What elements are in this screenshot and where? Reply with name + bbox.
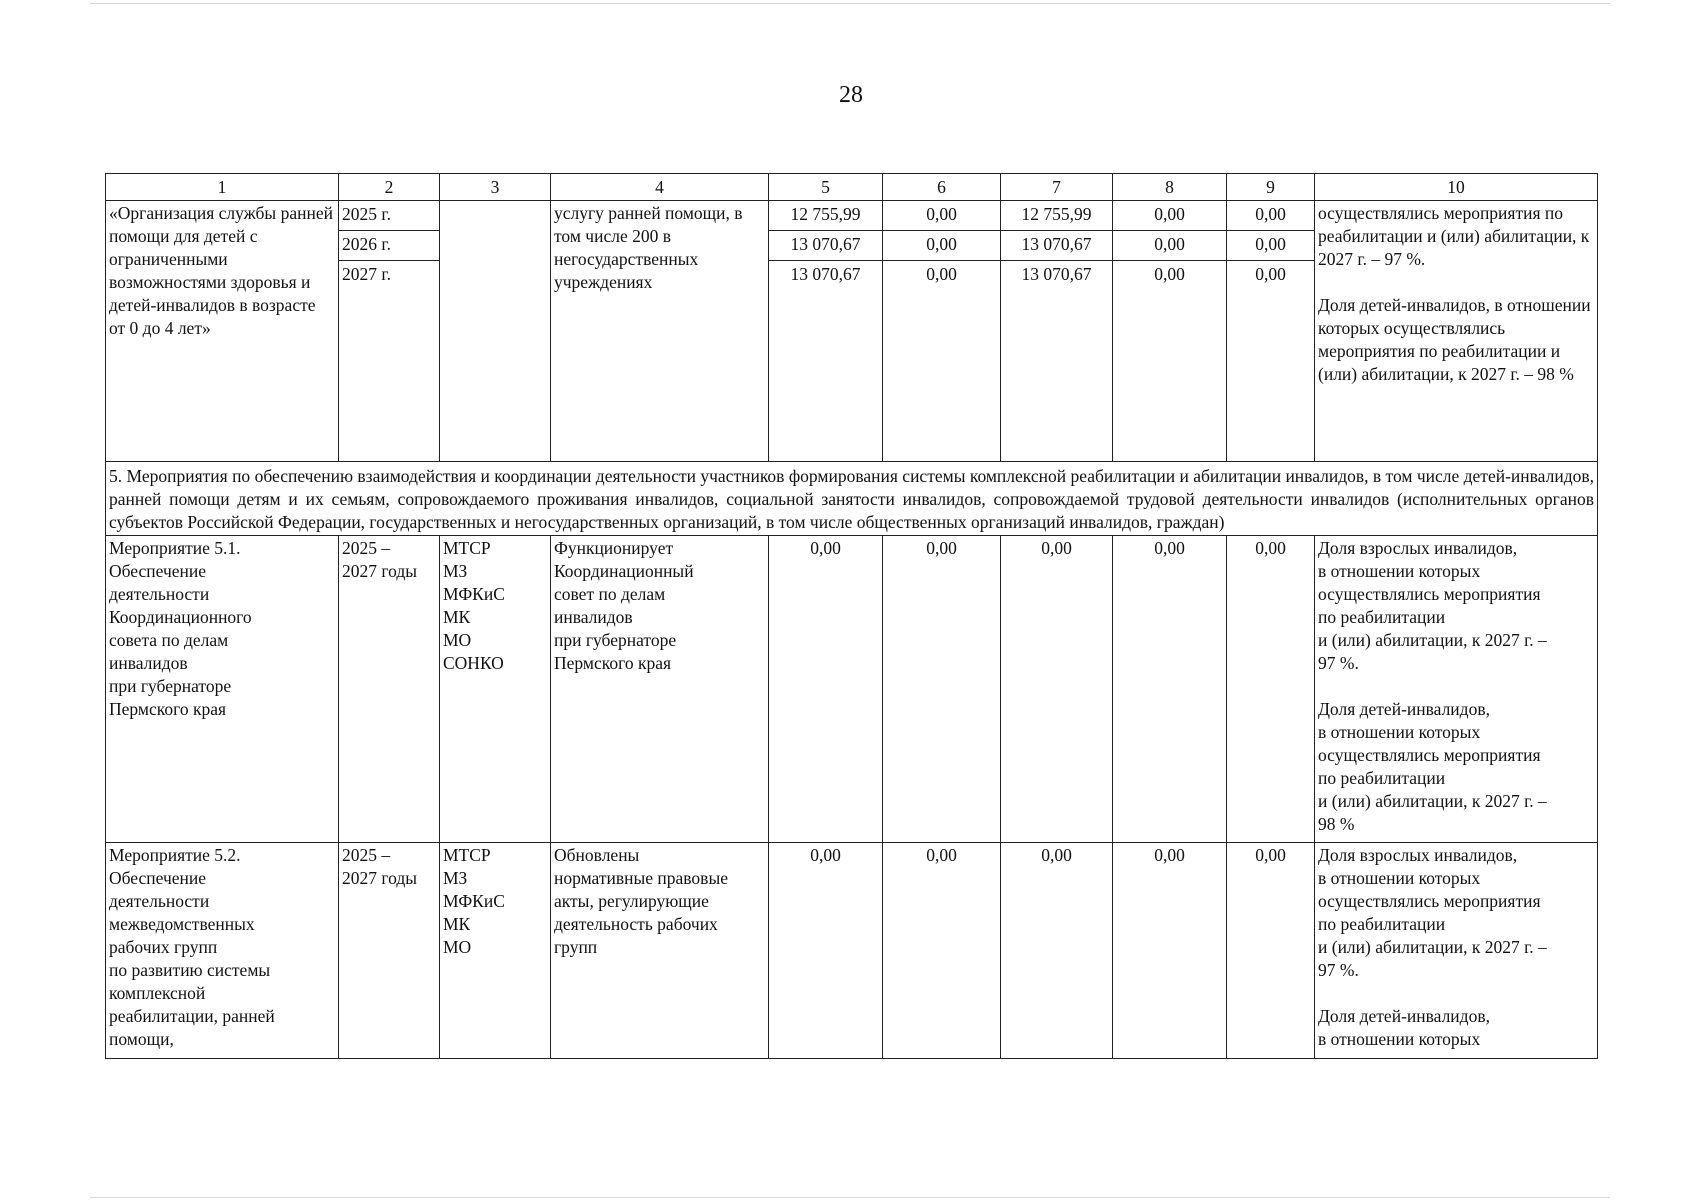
event-name-cell: «Организация службы ранней помощи для детей с ограниченными возможностями здоровья и детей-инвалидов в возрасте от 0 до 4 лет» [106,201,339,462]
page-number: 28 [839,82,863,108]
col-header-7: 7 [1001,174,1113,201]
year-2026: 2026 г. [339,231,439,261]
event-5-2-result: Обновлены нормативные правовые акты, регулирующие деятельность рабочих групп [551,843,769,1059]
event-5-1-col9: 0,00 [1227,536,1315,843]
event-5-1-col6: 0,00 [883,536,1001,843]
section-5-heading: 5. Мероприятия по обеспечению взаимодействия и координации деятельности участников формирования системы комплексной реабилитации и абилитации инвалидов, в том числе детей-инвалидов, ранней помощи детям и их семьям, сопровождаемого проживания инвалидов, социальной занятости инвалидов, сопровождаемой трудовой деятельности инвалидов (исполнительных органов субъектов Российской Федерации, государственных и негосударственных организаций, в том числе общественных организаций инвалидов, граждан) [106,462,1598,536]
col6-2025: 0,00 [883,201,1000,231]
col9-cell [1227,201,1315,462]
col5-2026: 13 070,67 [769,231,882,261]
event-5-2-name: Мероприятие 5.2. Обеспечение деятельности межведомственных рабочих групп по развитию системы комплексной реабилитации, ранней помощи, [106,843,339,1059]
col-header-1: 1 [106,174,339,201]
event-5-1-col8: 0,00 [1113,536,1227,843]
indicator-children-text: Доля детей-инвалидов, в отношении которых осуществлялись мероприятия по реабилитации и (или) абилитации, к 2027 г. – 98 % [1318,295,1591,384]
col-header-2: 2 [339,174,440,201]
program-table [105,173,1598,1059]
col8-2027: 0,00 [1154,264,1185,284]
col5-cell [769,201,883,462]
table-row-5-1 [106,536,1598,843]
col5-2025: 12 755,99 [769,201,882,231]
column-number-row [106,174,1598,201]
year-2025: 2025 г. [339,201,439,231]
col6-2027: 0,00 [926,264,957,284]
executors-cell [440,201,551,462]
col5-2027: 13 070,67 [790,264,861,284]
indicator-adults-text: осуществлялись мероприятия по реабилитации и (или) абилитации, к 2027 г. – 97 %. [1318,203,1590,269]
event-5-2-col7: 0,00 [1001,843,1113,1059]
table-row-5-2 [106,843,1598,1059]
event-5-2-col9: 0,00 [1227,843,1315,1059]
year-2027: 2027 г. [342,264,391,284]
scan-edge-top [90,3,1610,4]
table-row-continued [106,201,1598,462]
event-5-2-col8: 0,00 [1113,843,1227,1059]
col7-2025: 12 755,99 [1001,201,1112,231]
scan-edge-bottom [90,1197,1610,1198]
result-cell: услугу ранней помощи, в том числе 200 в негосударственных учреждениях [551,201,769,462]
indicator-adults-text: Доля взрослых инвалидов, в отношении которых осуществлялись мероприятия по реабилитации и (или) абилитации, к 2027 г. – 97 %. [1318,845,1547,980]
event-5-2-period: 2025 – 2027 годы [339,843,440,1059]
section-5-row [106,462,1598,536]
col8-cell [1113,201,1227,462]
event-5-1-executors: МТСР МЗ МФКиС МК МО СОНКО [440,536,551,843]
col6-cell [883,201,1001,462]
indicator-children-text: Доля детей-инвалидов, в отношении которых осуществлялись мероприятия по реабилитации и (или) абилитации, к 2027 г. – 98 % [1318,699,1547,834]
col-header-8: 8 [1113,174,1227,201]
col8-2025: 0,00 [1113,201,1226,231]
col-header-6: 6 [883,174,1001,201]
event-5-1-indicators [1315,536,1598,843]
col7-cell [1001,201,1113,462]
indicator-adults-text: Доля взрослых инвалидов, в отношении которых осуществлялись мероприятия по реабилитации и (или) абилитации, к 2027 г. – 97 %. [1318,538,1547,673]
event-5-2-col6: 0,00 [883,843,1001,1059]
event-5-1-col5: 0,00 [769,536,883,843]
col6-2026: 0,00 [883,231,1000,261]
indicator-cell [1315,201,1598,462]
event-5-1-name: Мероприятие 5.1. Обеспечение деятельности Координационного совета по делам инвалидов при губернаторе Пермского края [106,536,339,843]
col7-2027: 13 070,67 [1021,264,1092,284]
event-5-1-period: 2025 – 2027 годы [339,536,440,843]
col9-2025: 0,00 [1227,201,1314,231]
event-5-1-col7: 0,00 [1001,536,1113,843]
col-header-10: 10 [1315,174,1598,201]
event-5-2-indicators [1315,843,1598,1059]
event-5-1-result: Функционирует Координационный совет по делам инвалидов при губернаторе Пермского края [551,536,769,843]
col-header-9: 9 [1227,174,1315,201]
years-cell [339,201,440,462]
col7-2026: 13 070,67 [1001,231,1112,261]
indicator-children-text: Доля детей-инвалидов, в отношении которых [1318,1006,1490,1049]
event-5-2-executors: МТСР МЗ МФКиС МК МО [440,843,551,1059]
col9-2026: 0,00 [1227,231,1314,261]
col-header-3: 3 [440,174,551,201]
col8-2026: 0,00 [1113,231,1226,261]
event-5-2-col5: 0,00 [769,843,883,1059]
col-header-4: 4 [551,174,769,201]
col9-2027: 0,00 [1255,264,1286,284]
col-header-5: 5 [769,174,883,201]
